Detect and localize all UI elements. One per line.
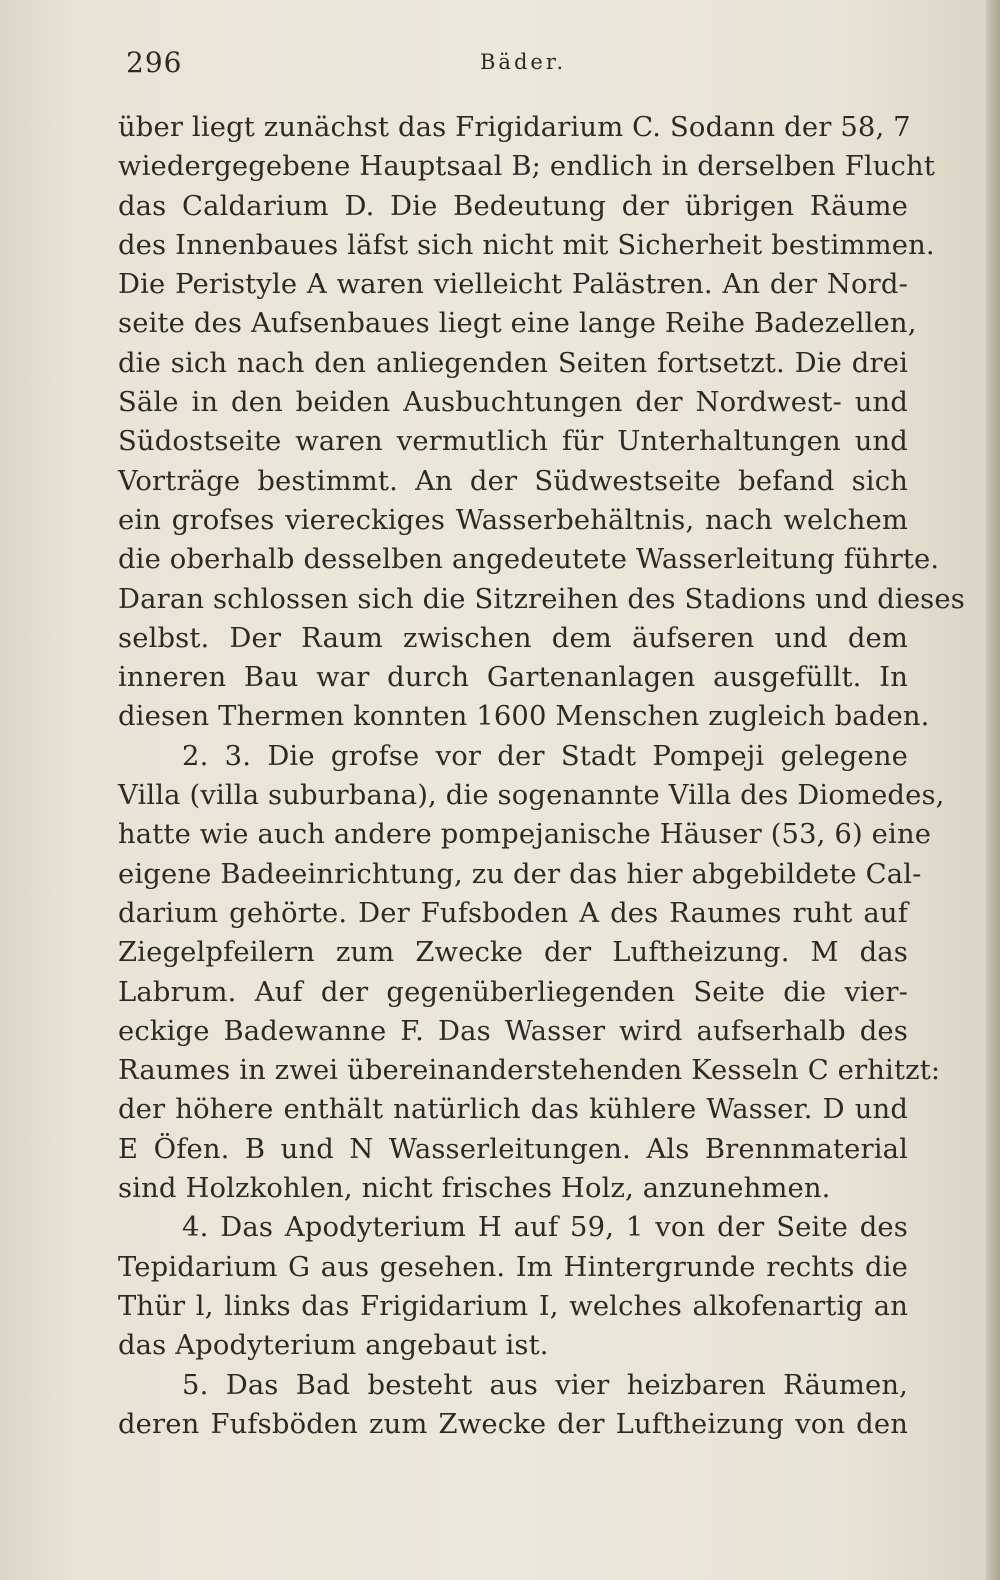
text-line: Die Peristyle A waren vielleicht Palästren. An der Nord-	[118, 269, 908, 301]
text-line: Südostseite waren vermutlich für Unterhaltungen und	[118, 426, 908, 458]
text-line: 4. Das Apodyterium H auf 59, 1 von der Seite des	[182, 1212, 908, 1244]
page-number: 296	[126, 46, 183, 79]
text-line: Raumes in zwei übereinanderstehenden Kesseln C erhitzt:	[118, 1055, 941, 1087]
text-line: Säle in den beiden Ausbuchtungen der Nordwest- und	[118, 387, 908, 419]
text-line: das Caldarium D. Die Bedeutung der übrigen Räume	[118, 190, 908, 222]
page-header	[120, 46, 910, 86]
text-line: wiedergegebene Hauptsaal B; endlich in derselben Flucht	[118, 151, 935, 183]
text-line: Villa (villa suburbana), die sogenannte Villa des Diomedes,	[118, 780, 945, 812]
text-line: inneren Bau war durch Gartenanlagen ausgefüllt. In	[118, 662, 908, 694]
text-line: Thür l, links das Frigidarium I, welches alkofenartig an	[118, 1290, 908, 1322]
text-line: die oberhalb desselben angedeutete Wasserleitung führte.	[118, 544, 940, 576]
text-line: Vorträge bestimmt. An der Südwestseite befand sich	[118, 465, 908, 497]
text-line: E Öfen. B und N Wasserleitungen. Als Brennmaterial	[118, 1133, 908, 1165]
page-edge-shadow	[986, 0, 1000, 1580]
text-line: hatte wie auch andere pompejanische Häuser (53, 6) eine	[118, 819, 932, 851]
text-line: über liegt zunächst das Frigidarium C. Sodann der 58, 7	[118, 112, 911, 143]
text-line: die sich nach den anliegenden Seiten fortsetzt. Die drei	[118, 347, 908, 379]
text-line: darium gehörte. Der Fufsboden A des Raumes ruht auf	[118, 897, 908, 929]
text-line: ein grofses viereckiges Wasserbehältnis, nach welchem	[118, 504, 908, 536]
body-text	[118, 108, 965, 1444]
text-line: selbst. Der Raum zwischen dem äufseren und dem	[118, 622, 908, 654]
text-line: 5. Das Bad besteht aus vier heizbaren Räumen,	[182, 1369, 908, 1401]
text-line: das Apodyterium angebaut ist.	[118, 1330, 549, 1362]
text-line: Daran schlossen sich die Sitzreihen des Stadions und dieses	[118, 583, 965, 615]
text-line: Ziegelpfeilern zum Zwecke der Luftheizung. M das	[118, 937, 908, 969]
text-line: der höhere enthält natürlich das kühlere Wasser. D und	[118, 1094, 908, 1126]
text-line: sind Holzkohlen, nicht frisches Holz, anzunehmen.	[118, 1173, 831, 1205]
text-line: Tepidarium G aus gesehen. Im Hintergrunde rechts die	[118, 1251, 908, 1283]
text-line: 2. 3. Die grofse vor der Stadt Pompeji gelegene	[182, 740, 908, 772]
text-line: eigene Badeeinrichtung, zu der das hier abgebildete Cal-	[118, 858, 922, 890]
text-line: diesen Thermen konnten 1600 Menschen zugleich baden.	[118, 701, 930, 733]
text-line: Labrum. Auf der gegenüberliegenden Seite die vier-	[118, 976, 908, 1008]
text-line: deren Fufsböden zum Zwecke der Luftheizung von den	[118, 1408, 908, 1440]
text-line: des Innenbaues läfst sich nicht mit Sicherheit bestimmen.	[118, 229, 935, 261]
running-title: Bäder.	[480, 50, 567, 74]
text-line: seite des Aufsenbaues liegt eine lange Reihe Badezellen,	[118, 308, 917, 340]
text-line: eckige Badewanne F. Das Wasser wird aufserhalb des	[118, 1015, 908, 1047]
